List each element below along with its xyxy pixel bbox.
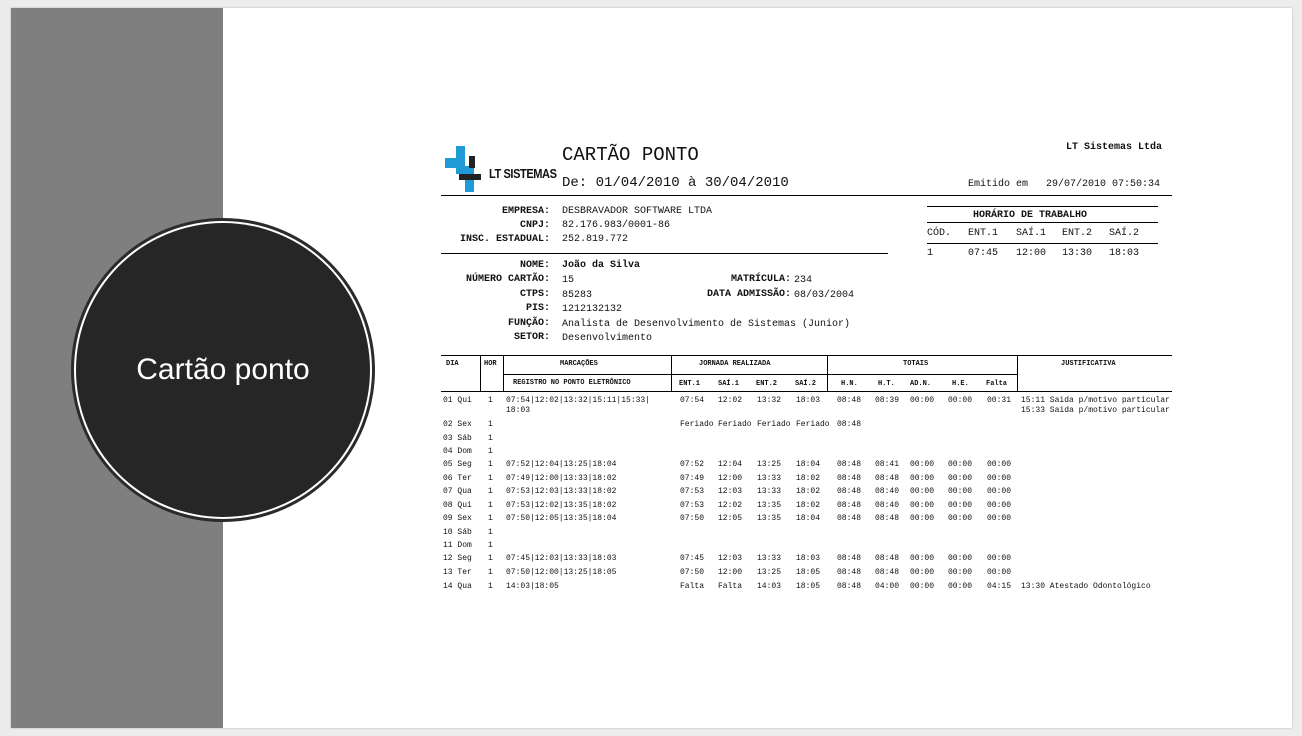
ctps-label: CTPS: — [519, 289, 550, 300]
cell-marc: 07:54|12:02|13:32|15:11|15:33| — [506, 396, 651, 405]
schedule-title: HORÁRIO DE TRABALHO — [973, 210, 1088, 221]
schedule-h-sai2: SAÍ.2 — [1109, 228, 1140, 239]
funcao-label: FUNÇÃO: — [507, 318, 550, 329]
cell-he: 00:00 — [948, 487, 973, 496]
cell-falta: 04:15 — [987, 582, 1012, 591]
schedule-mid-line — [927, 222, 1158, 223]
company-value-0: DESBRAVADOR SOFTWARE LTDA — [562, 206, 713, 217]
cell-falta: 00:00 — [987, 514, 1012, 523]
cell-hor: 1 — [488, 554, 493, 563]
cell-ent1: 07:53 — [680, 487, 705, 496]
cell-sai1: 12:00 — [718, 568, 743, 577]
cell-sai1: Falta — [718, 582, 743, 591]
cell-hn: 08:48 — [837, 460, 862, 469]
setor-value: Desenvolvimento — [562, 333, 653, 344]
cell-sai2: 18:03 — [796, 396, 821, 405]
cell-adn: 00:00 — [910, 568, 935, 577]
pis-label: PIS: — [525, 303, 550, 314]
schedule-h-ent1: ENT.1 — [968, 228, 999, 239]
cell-ent2: 13:25 — [757, 460, 782, 469]
cell-hor: 1 — [488, 568, 493, 577]
cell-ht: 08:40 — [875, 487, 900, 496]
cell-falta: 00:00 — [987, 460, 1012, 469]
schedule-ent2: 13:30 — [1062, 248, 1093, 259]
cell-dia: 04 Dom — [443, 447, 472, 456]
company-label-2: INSC. ESTADUAL: — [459, 234, 550, 245]
cell-ent2: 13:35 — [757, 501, 782, 510]
cell-ent1: 07:45 — [680, 554, 705, 563]
cell-dia: 03 Sáb — [443, 434, 472, 443]
th-ht: H.T. — [878, 380, 895, 388]
th-totais: TOTAIS — [903, 360, 929, 368]
period: De: 01/04/2010 à 30/04/2010 — [562, 175, 789, 191]
setor-label: SETOR: — [513, 332, 550, 343]
table-top-line — [441, 355, 1172, 356]
cell-dia: 07 Qua — [443, 487, 472, 496]
schedule-h-ent2: ENT.2 — [1062, 228, 1093, 239]
th-marcacoes: MARCAÇÕES — [560, 360, 598, 368]
th-he: H.E. — [952, 380, 969, 388]
th-adn: AD.N. — [910, 380, 932, 388]
cell-he: 00:00 — [948, 460, 973, 469]
company-label-0: EMPRESA: — [501, 206, 550, 217]
matricula-value: 234 — [794, 275, 813, 286]
pis-value: 1212132132 — [562, 304, 623, 315]
cell-ent2: 13:33 — [757, 474, 782, 483]
table-vline — [671, 355, 672, 391]
cell-he: 00:00 — [948, 514, 973, 523]
cell-falta: 00:00 — [987, 554, 1012, 563]
cartao-value: 15 — [562, 275, 575, 286]
cell-hn: 08:48 — [837, 474, 862, 483]
schedule-h-cod: CÓD. — [927, 228, 952, 239]
table-vline — [827, 355, 828, 391]
cell-sai1: 12:02 — [718, 396, 743, 405]
cell-hn: 08:48 — [837, 514, 862, 523]
cell-ent2: 13:35 — [757, 514, 782, 523]
table-header-bottom-line — [441, 391, 1172, 392]
th-dia: DIA — [446, 360, 459, 368]
cell-ent2: 13:33 — [757, 487, 782, 496]
cell-hn: 08:48 — [837, 582, 862, 591]
table-header-mid-line — [503, 374, 1017, 375]
ctps-value: 85283 — [562, 290, 593, 301]
cell-adn: 00:00 — [910, 514, 935, 523]
cell-he: 00:00 — [948, 582, 973, 591]
cell-hor: 1 — [488, 460, 493, 469]
cell-sai2: Feriado — [796, 420, 830, 429]
cell-sai2: 18:02 — [796, 474, 821, 483]
cell-hn: 08:48 — [837, 568, 862, 577]
cell-he: 00:00 — [948, 396, 973, 405]
th-jornada: JORNADA REALIZADA — [699, 360, 771, 368]
cell-hor: 1 — [488, 420, 493, 429]
cell-falta: 00:00 — [987, 568, 1012, 577]
nome-value: João da Silva — [562, 260, 641, 271]
cell-dia: 01 Qui — [443, 396, 472, 405]
cell-falta: 00:00 — [987, 487, 1012, 496]
cell-sai1: 12:00 — [718, 474, 743, 483]
cell-ent1: 07:53 — [680, 501, 705, 510]
cell-ht: 08:40 — [875, 501, 900, 510]
cell-adn: 00:00 — [910, 487, 935, 496]
table-vline — [503, 355, 504, 391]
cell-ht: 08:48 — [875, 554, 900, 563]
slide-title: Cartão ponto — [136, 353, 310, 386]
cell-falta: 00:00 — [987, 501, 1012, 510]
cell-ent1: 07:52 — [680, 460, 705, 469]
schedule-sai1: 12:00 — [1016, 248, 1047, 259]
cell-ht: 04:00 — [875, 582, 900, 591]
cell-falta: 00:31 — [987, 396, 1012, 405]
cell-ht: 08:41 — [875, 460, 900, 469]
matricula-label: MATRÍCULA: — [730, 274, 791, 285]
th-hor: HOR — [484, 360, 497, 368]
cartao-label: NÚMERO CARTÃO: — [465, 274, 550, 285]
cell-marc: 07:53|12:02|13:35|18:02 — [506, 501, 617, 510]
cell-dia: 09 Sex — [443, 514, 472, 523]
cell-hn: 08:48 — [837, 396, 862, 405]
cell-hor: 1 — [488, 582, 493, 591]
cell-ht: 08:48 — [875, 568, 900, 577]
cell-hn: 08:48 — [837, 501, 862, 510]
cell-sai1: Feriado — [718, 420, 752, 429]
cell-sai1: 12:03 — [718, 487, 743, 496]
cell-sai2: 18:02 — [796, 501, 821, 510]
emitted-value: 29/07/2010 07:50:34 — [1046, 179, 1161, 190]
admissao-value: 08/03/2004 — [794, 290, 855, 301]
cell-ent2: 13:32 — [757, 396, 782, 405]
cell-hn: 08:48 — [837, 554, 862, 563]
cell-dia: 06 Ter — [443, 474, 472, 483]
cell-sai1: 12:05 — [718, 514, 743, 523]
cell-just-continuation: 15:33 Saida p/motivo particular — [1021, 406, 1170, 415]
funcao-value: Analista de Desenvolvimento de Sistemas (Junior) — [562, 319, 851, 330]
cell-hor: 1 — [488, 541, 493, 550]
cell-ht: 08:48 — [875, 474, 900, 483]
cell-dia: 14 Qua — [443, 582, 472, 591]
divider-employee — [441, 253, 888, 254]
cell-ent1: 07:50 — [680, 568, 705, 577]
cell-ent1: Falta — [680, 582, 705, 591]
company-label-1: CNPJ: — [519, 220, 550, 231]
cell-sai2: 18:02 — [796, 487, 821, 496]
cell-marc: 07:52|12:04|13:25|18:04 — [506, 460, 617, 469]
cell-adn: 00:00 — [910, 554, 935, 563]
divider — [441, 195, 1172, 196]
cell-hn: 08:48 — [837, 420, 862, 429]
cell-sai2: 18:05 — [796, 582, 821, 591]
th-ent2: ENT.2 — [756, 380, 778, 388]
cell-ent1: 07:50 — [680, 514, 705, 523]
table-vline — [1017, 355, 1018, 391]
th-hn: H.N. — [841, 380, 858, 388]
cell-adn: 00:00 — [910, 396, 935, 405]
logo-text: LT SISTEMAS — [489, 166, 557, 181]
cell-marc: 07:49|12:00|13:33|18:02 — [506, 474, 617, 483]
cell-dia: 13 Ter — [443, 568, 472, 577]
th-falta: Falta — [986, 380, 1008, 388]
th-registro: REGISTRO NO PONTO ELETRÔNICO — [513, 379, 631, 387]
cell-ent2: 14:03 — [757, 582, 782, 591]
company-value-2: 252.819.772 — [562, 234, 629, 245]
company-right: LT Sistemas Ltda — [1066, 142, 1163, 153]
cell-sai2: 18:05 — [796, 568, 821, 577]
cell-adn: 00:00 — [910, 460, 935, 469]
cell-ent2: 13:25 — [757, 568, 782, 577]
cell-dia: 08 Qui — [443, 501, 472, 510]
cell-hor: 1 — [488, 396, 493, 405]
th-justificativa: JUSTIFICATIVA — [1061, 360, 1116, 368]
cell-ent1: 07:54 — [680, 396, 705, 405]
cell-sai2: 18:03 — [796, 554, 821, 563]
th-ent1: ENT.1 — [679, 380, 701, 388]
schedule-bottom-line — [927, 243, 1158, 244]
cell-ht: 08:48 — [875, 514, 900, 523]
cell-marc: 07:50|12:00|13:25|18:05 — [506, 568, 617, 577]
cell-marc: 07:53|12:03|13:33|18:02 — [506, 487, 617, 496]
cell-hor: 1 — [488, 487, 493, 496]
table-vline — [480, 355, 481, 391]
cell-sai2: 18:04 — [796, 514, 821, 523]
cell-ent1: Feriado — [680, 420, 714, 429]
cell-marc: 14:03|18:05 — [506, 582, 559, 591]
cell-he: 00:00 — [948, 554, 973, 563]
emitted-label: Emitido em — [968, 179, 1029, 190]
cell-sai2: 18:04 — [796, 460, 821, 469]
cell-hor: 1 — [488, 447, 493, 456]
cell-sai1: 12:04 — [718, 460, 743, 469]
schedule-ent1: 07:45 — [968, 248, 999, 259]
cell-ent1: 07:49 — [680, 474, 705, 483]
schedule-cod: 1 — [927, 248, 934, 259]
cell-he: 00:00 — [948, 568, 973, 577]
company-value-1: 82.176.983/0001-86 — [562, 220, 671, 231]
cell-sai1: 12:02 — [718, 501, 743, 510]
document-title: CARTÃO PONTO — [562, 144, 699, 166]
schedule-h-sai1: SAÍ.1 — [1016, 228, 1047, 239]
th-sai1: SAÍ.1 — [718, 380, 740, 388]
cell-adn: 00:00 — [910, 474, 935, 483]
cell-ht: 08:39 — [875, 396, 900, 405]
cell-marc: 07:45|12:03|13:33|18:03 — [506, 554, 617, 563]
cell-sai1: 12:03 — [718, 554, 743, 563]
cell-hn: 08:48 — [837, 487, 862, 496]
slide — [11, 8, 1292, 728]
cell-dia: 05 Seg — [443, 460, 472, 469]
cell-he: 00:00 — [948, 501, 973, 510]
cell-dia: 12 Seg — [443, 554, 472, 563]
schedule-sai2: 18:03 — [1109, 248, 1140, 259]
cell-dia: 10 Sáb — [443, 528, 472, 537]
lt-logo-icon — [445, 146, 493, 192]
cell-just: 13:30 Atestado Odontológico — [1021, 582, 1151, 591]
cell-just: 15:11 Saida p/motivo particular — [1021, 396, 1170, 405]
cell-dia: 02 Sex — [443, 420, 472, 429]
cell-hor: 1 — [488, 474, 493, 483]
cell-dia: 11 Dom — [443, 541, 472, 550]
cell-marc: 07:50|12:05|13:35|18:04 — [506, 514, 617, 523]
cell-hor: 1 — [488, 514, 493, 523]
cell-hor: 1 — [488, 501, 493, 510]
cell-adn: 00:00 — [910, 501, 935, 510]
cell-hor: 1 — [488, 434, 493, 443]
cell-adn: 00:00 — [910, 582, 935, 591]
cell-he: 00:00 — [948, 474, 973, 483]
admissao-label: DATA ADMISSÃO: — [706, 289, 791, 300]
cell-marc-continuation: 18:03 — [506, 406, 531, 415]
title-circle — [76, 223, 370, 517]
nome-label: NOME: — [519, 260, 550, 271]
cell-ent2: Feriado — [757, 420, 791, 429]
cell-falta: 00:00 — [987, 474, 1012, 483]
cell-ent2: 13:33 — [757, 554, 782, 563]
cell-hor: 1 — [488, 528, 493, 537]
th-sai2: SAÍ.2 — [795, 380, 817, 388]
schedule-top-line — [927, 206, 1158, 207]
